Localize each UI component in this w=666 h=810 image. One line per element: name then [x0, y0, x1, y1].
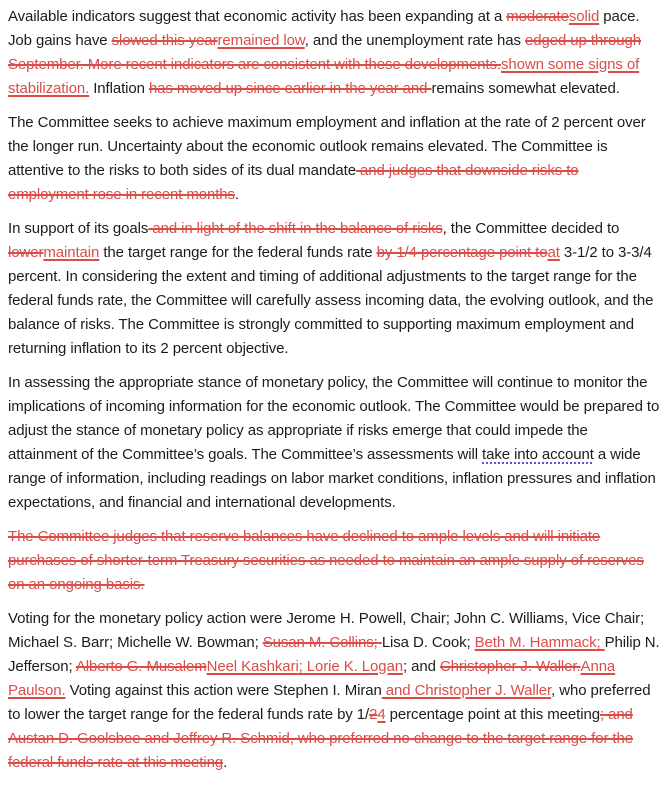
- inserted-text: at: [547, 244, 560, 261]
- inserted-text: and Christopher J. Waller: [381, 682, 552, 699]
- text-run: 3-1/2 to 3-3/4 percent. In considering the extent and timing of additional adjustments to the target range for the federal funds rate, the Committee will carefully assess incoming data, the evolving outlook, and the balance of risks. The Committee is strongly committed to supporting maximum employment and returning inflation to its 2 percent objective.: [8, 244, 654, 357]
- deleted-text: Alberto G. Musalem: [75, 658, 207, 675]
- deleted-text: and in light of the shift in the balance of risks: [148, 220, 443, 237]
- text-run: , who preferred to lower the target range for the federal funds rate by 1/: [8, 682, 651, 723]
- text-run: pace. Job gains have: [8, 8, 640, 49]
- paragraph: [8, 371, 660, 515]
- deleted-text: slowed this year: [111, 32, 218, 49]
- paragraph: [8, 111, 660, 207]
- inserted-text: Neel Kashkari; Lorie K. Logan: [206, 658, 403, 675]
- text-run: a wide range of information, including readings on labor market conditions, inflation pressures and inflation expectations, and financial and international developments.: [8, 446, 656, 511]
- text-run: Voting for the monetary policy action were Jerome H. Powell, Chair; John C. Williams, Vice Chair; Michael S. Barr; Michelle W. Bowman;: [8, 610, 645, 651]
- text-run: percentage point at this meeting: [385, 706, 600, 723]
- text-run: In support of its goals: [8, 220, 149, 237]
- deleted-text: 2: [369, 706, 378, 723]
- deleted-text: and judges that downside risks to employment rose in recent months: [8, 162, 579, 203]
- deleted-text: Susan M. Collins;: [262, 634, 382, 651]
- text-run: The Committee seeks to achieve maximum employment and inflation at the rate of 2 percent over the longer run. Uncertainty about the economic outlook remains elevated. The Committee is attentive to the risks to both sides of its dual mandate: [8, 114, 646, 179]
- deleted-text: by 1/4 percentage point to: [376, 244, 548, 261]
- text-run: In assessing the appropriate stance of monetary policy, the Committee will continue to monitor the implications of incoming information for the economic outlook. The Committee would be prepared to adjust the stance of monetary policy as appropriate if risks emerge that could impede the attainment of the Committee’s goals. The Committee’s assessments will: [8, 374, 660, 463]
- text-run: .: [234, 186, 239, 203]
- inserted-text: 4: [377, 706, 386, 723]
- text-run: ; and: [402, 658, 440, 675]
- document-body: [8, 5, 660, 775]
- deleted-text: Christopher J. Waller.: [439, 658, 581, 675]
- text-run: Voting against this action were Stephen I. Miran: [65, 682, 382, 699]
- inserted-text: remained low: [217, 32, 305, 49]
- text-run: .: [223, 754, 228, 771]
- text-run: , the Committee decided to: [442, 220, 620, 237]
- text-run: Philip N. Jefferson;: [8, 634, 660, 675]
- deleted-text: The Committee judges that reserve balances have declined to ample levels and will initiate purchases of shorter-term Treasury securities as needed to maintain an ample supply of reserves on an ongoing basis.: [8, 528, 644, 593]
- inserted-text: shown some signs of stabilization.: [8, 56, 640, 97]
- inserted-text: maintain: [43, 244, 100, 261]
- text-run: remains somewhat elevated.: [431, 80, 620, 97]
- deleted-text: has moved up since earlier in the year and: [148, 80, 432, 97]
- paragraph: [8, 525, 660, 597]
- inserted-text: Beth M. Hammack;: [474, 634, 605, 651]
- deleted-text: moderate: [506, 8, 569, 25]
- deleted-text: edged up through September. More recent indicators are consistent with these developments.: [8, 32, 642, 73]
- grammar-flagged-text: take into account: [482, 446, 594, 463]
- text-run: Lisa D. Cook;: [381, 634, 475, 651]
- text-run: Inflation: [89, 80, 149, 97]
- text-run: Available indicators suggest that economic activity has been expanding at a: [8, 8, 507, 25]
- text-run: , and the unemployment rate has: [304, 32, 525, 49]
- deleted-text: ; and Austan D. Goolsbee and Jeffrey R. Schmid, who preferred no change to the target range for the federal funds rate at this meeting: [8, 706, 633, 771]
- inserted-text: solid: [568, 8, 600, 25]
- paragraph: [8, 217, 660, 361]
- paragraph: [8, 607, 660, 775]
- deleted-text: lower: [8, 244, 44, 261]
- paragraph: [8, 5, 660, 101]
- inserted-text: Anna Paulson.: [8, 658, 616, 699]
- text-run: the target range for the federal funds rate: [99, 244, 377, 261]
